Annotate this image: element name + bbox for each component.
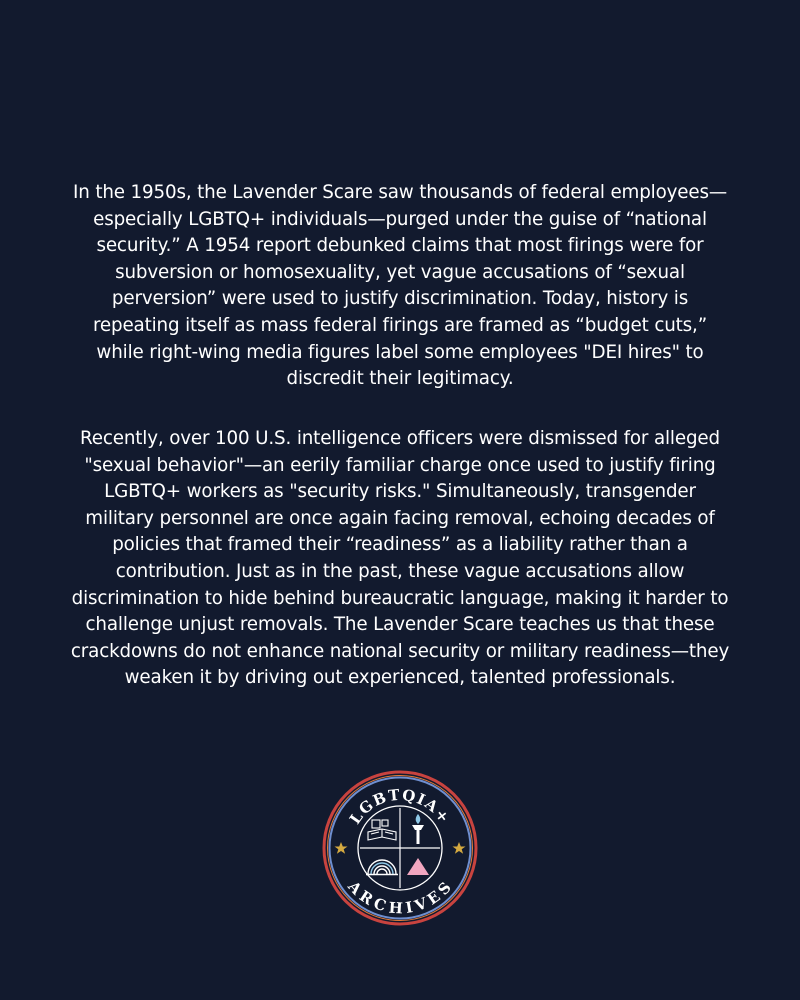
logo-bottom-text: ARCHIVES [344,877,456,918]
logo-top-text: LGBTQIA+ [345,785,455,828]
lgbtqia-archives-logo [322,770,478,926]
paragraph-lavender-scare-history: In the 1950s, the Lavender Scare saw thousands of federal employees—especially LGBTQ+ individuals—purged under the guise of “national security.” A 1954 report debunked claims that most firings were for subversion or homosexuality, yet vague accusations of “sexual perversion” were used to justify discrimination. Today, history is repeating itself as mass federal firings are framed as “budget cuts,” while right-wing media figures label some employees "DEI hires" to discredit their legitimacy. [72,182,728,390]
paragraph-recent-dismissals: Recently, over 100 U.S. intelligence officers were dismissed for alleged "sexual behavior"—an eerily familiar charge once used to justify firing LGBTQ+ workers as "security risks." Simultaneously, transgender military personnel are once again facing removal, echoing decades of policies that framed their “readiness” as a liability rather than a contribution. Just as in the past, these vague accusations allow discrimination to hide behind bureaucratic language, making it harder to challenge unjust removals. The Lavender Scare teaches us that these crackdowns do not enhance national security or military readiness—they weaken it by driving out experienced, talented professionals. [70,428,730,689]
